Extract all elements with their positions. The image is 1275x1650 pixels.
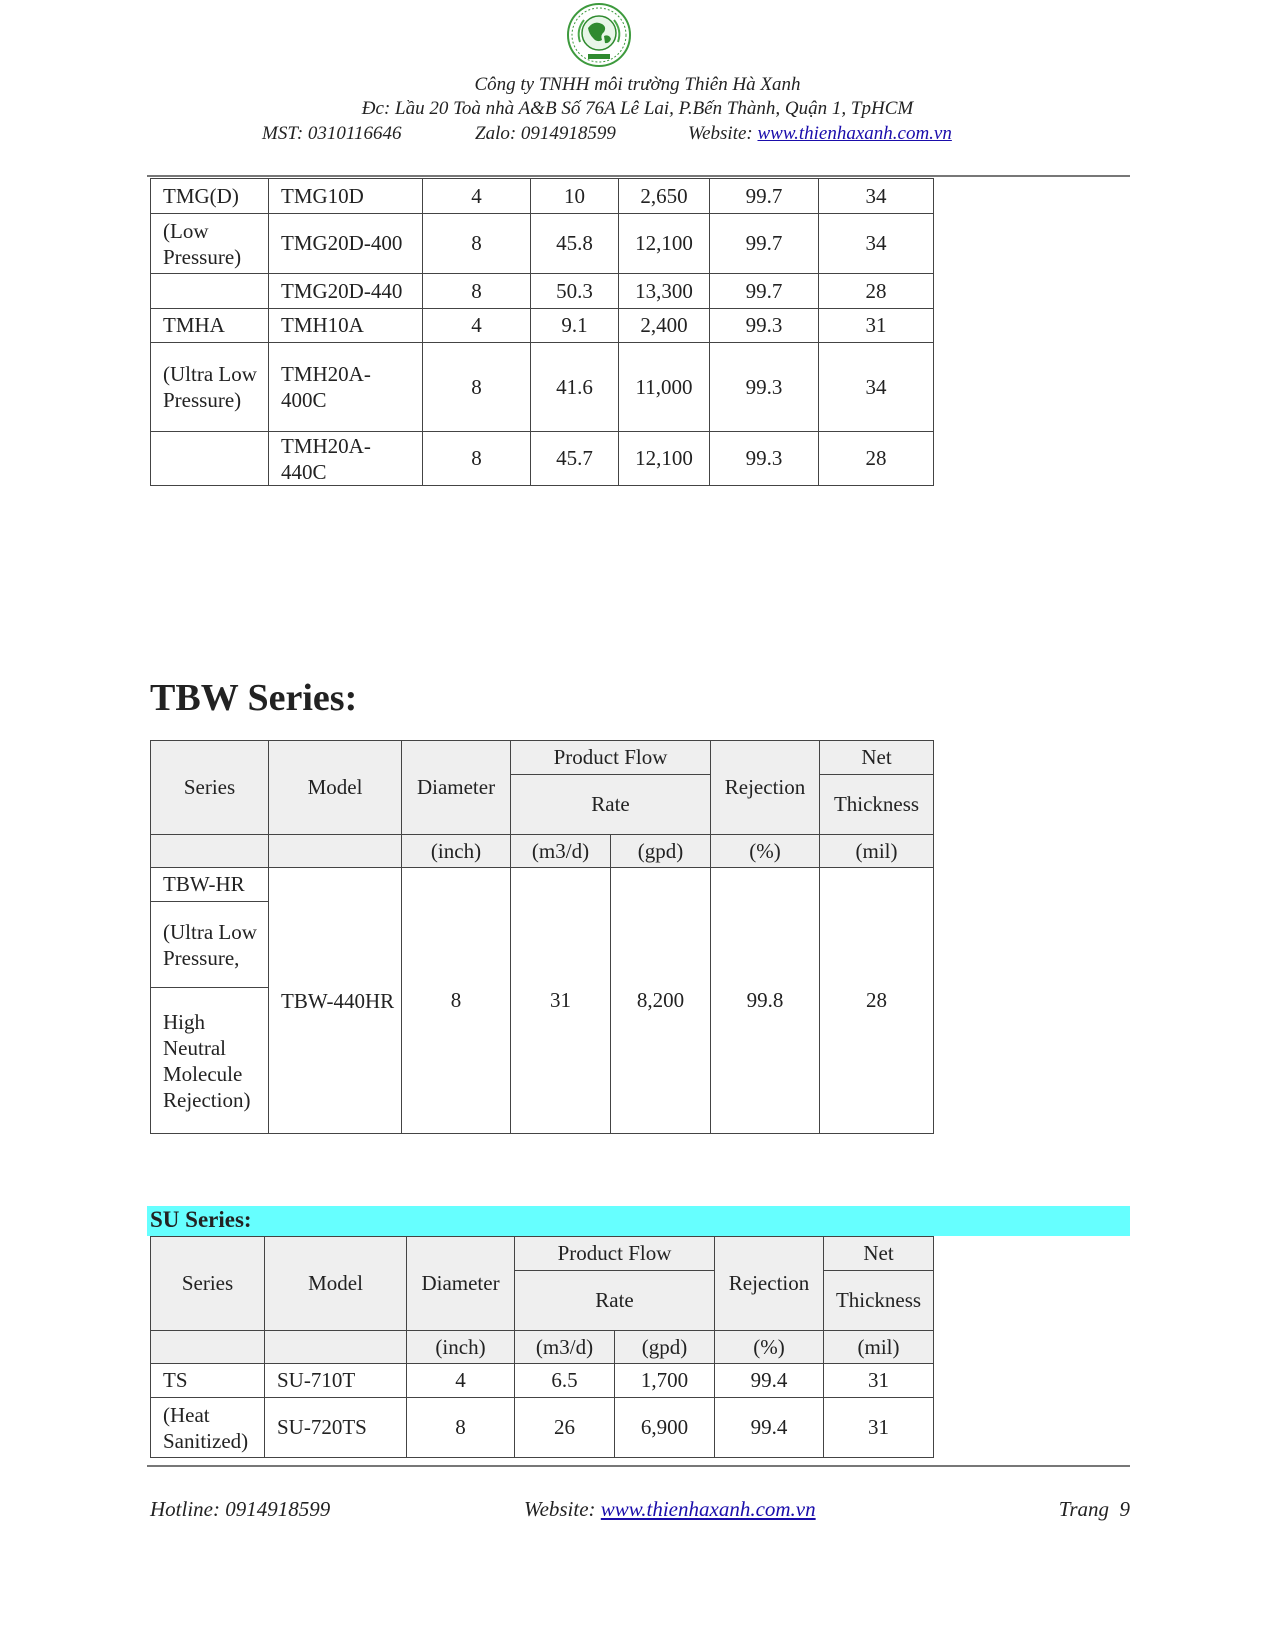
cell-series: [151, 432, 269, 486]
cell-flow-gpd: 1,700: [615, 1364, 715, 1398]
cell-flow-m3d: 10: [531, 179, 619, 214]
footer-website: [524, 1497, 816, 1522]
cell-flow-gpd: 13,300: [619, 274, 710, 309]
header-series: Series: [151, 741, 269, 835]
header-rule: [147, 175, 1130, 177]
header-website-link[interactable]: www.thienhaxanh.com.vn: [757, 123, 952, 144]
cell-flow-m3d: 50.3: [531, 274, 619, 309]
header-product-flow: Product Flow: [515, 1237, 715, 1271]
cell-model: TBW-440HR: [269, 868, 402, 1134]
cell-rejection: 99.3: [710, 432, 819, 486]
unit-m3d: (m3/d): [515, 1331, 615, 1364]
footer-website-label: Website:: [524, 1497, 601, 1521]
unit-gpd: (gpd): [611, 835, 711, 868]
cell-rejection: 99.3: [710, 309, 819, 343]
tbw-table: [150, 740, 934, 1134]
header-product-flow: Product Flow: [511, 741, 711, 775]
cell-flow-m3d: 9.1: [531, 309, 619, 343]
cell-flow-gpd: 12,100: [619, 432, 710, 486]
cell-diameter: 8: [423, 432, 531, 486]
cell-diameter: 8: [423, 274, 531, 309]
cell-model: TMG10D: [269, 179, 423, 214]
cell-series-note: (Ultra Low Pressure,: [151, 902, 269, 988]
cell-series-note: High Neutral Molecule Rejection): [151, 988, 269, 1134]
table-header-row: [151, 741, 934, 775]
zalo-contact: Zalo: 0914918599: [475, 123, 616, 144]
table-row: [151, 214, 934, 274]
su-title-highlight: [147, 1206, 1130, 1236]
tbw-section-title: TBW Series:: [150, 677, 358, 719]
table-row: [151, 179, 934, 214]
header-series: Series: [151, 1237, 265, 1331]
cell-diameter: 8: [402, 868, 511, 1134]
cell-series: (Low Pressure): [151, 214, 269, 274]
cell-rejection: 99.8: [711, 868, 820, 1134]
cell-thickness: 31: [824, 1398, 934, 1458]
cell-flow-m3d: 45.7: [531, 432, 619, 486]
cell-flow-m3d: 41.6: [531, 343, 619, 432]
company-logo: [566, 2, 632, 68]
cell-series: TBW-HR: [151, 868, 269, 902]
cell-diameter: 8: [407, 1398, 515, 1458]
cell-model: SU-720TS: [265, 1398, 407, 1458]
cell-flow-gpd: 11,000: [619, 343, 710, 432]
header-net: Net: [820, 741, 934, 775]
cell-diameter: 8: [423, 343, 531, 432]
company-address: Đc: Lầu 20 Toà nhà A&B Số 76A Lê Lai, P.Bến Thành, Quận 1, TpHCM: [361, 98, 914, 119]
cell-thickness: 34: [819, 214, 934, 274]
cell-flow-gpd: 2,650: [619, 179, 710, 214]
header-thickness: Thickness: [824, 1271, 934, 1331]
cell-rejection: 99.4: [715, 1398, 824, 1458]
unit-blank: [151, 1331, 265, 1364]
table-row: [151, 309, 934, 343]
cell-model: TMH10A: [269, 309, 423, 343]
table-row: [151, 274, 934, 309]
footer-rule: [147, 1465, 1130, 1467]
cell-rejection: 99.7: [710, 274, 819, 309]
unit-thickness: (mil): [824, 1331, 934, 1364]
cell-series: (Ultra Low Pressure): [151, 343, 269, 432]
cell-thickness: 34: [819, 179, 934, 214]
table-row: [151, 1364, 934, 1398]
cell-thickness: 31: [819, 309, 934, 343]
cell-series: [151, 274, 269, 309]
footer-website-link[interactable]: www.thienhaxanh.com.vn: [600, 1497, 816, 1521]
cell-rejection: 99.4: [715, 1364, 824, 1398]
su-table: [150, 1236, 934, 1458]
header-website-label: Website:: [688, 123, 758, 144]
cell-model: TMG20D-440: [269, 274, 423, 309]
cell-thickness: 34: [819, 343, 934, 432]
unit-diameter: (inch): [407, 1331, 515, 1364]
unit-thickness: (mil): [820, 835, 934, 868]
unit-rejection: (%): [715, 1331, 824, 1364]
table-header-row: [151, 1237, 934, 1271]
cell-thickness: 28: [819, 432, 934, 486]
cell-thickness: 28: [820, 868, 934, 1134]
cell-rejection: 99.3: [710, 343, 819, 432]
header-rejection: Rejection: [715, 1237, 824, 1331]
header-thickness: Thickness: [820, 775, 934, 835]
page-number: Trang 9: [1058, 1497, 1130, 1521]
header-model: Model: [269, 741, 402, 835]
cell-thickness: 31: [824, 1364, 934, 1398]
cell-diameter: 4: [423, 309, 531, 343]
cell-flow-m3d: 26: [515, 1398, 615, 1458]
cell-diameter: 8: [423, 214, 531, 274]
header-rate: Rate: [515, 1271, 715, 1331]
cell-rejection: 99.7: [710, 179, 819, 214]
header-diameter: Diameter: [402, 741, 511, 835]
cell-flow-gpd: 8,200: [611, 868, 711, 1134]
unit-diameter: (inch): [402, 835, 511, 868]
cell-series: TMHA: [151, 309, 269, 343]
cell-flow-m3d: 45.8: [531, 214, 619, 274]
membrane-table-continued: [150, 178, 934, 486]
unit-blank: [265, 1331, 407, 1364]
unit-gpd: (gpd): [615, 1331, 715, 1364]
cell-flow-gpd: 6,900: [615, 1398, 715, 1458]
tax-code: MST: 0310116646: [262, 123, 402, 144]
header-rate: Rate: [511, 775, 711, 835]
su-section-title: SU Series:: [150, 1207, 252, 1232]
cell-model: TMH20A-400C: [269, 343, 423, 432]
table-units-row: [151, 835, 934, 868]
cell-flow-gpd: 12,100: [619, 214, 710, 274]
cell-diameter: 4: [407, 1364, 515, 1398]
cell-flow-gpd: 2,400: [619, 309, 710, 343]
header-model: Model: [265, 1237, 407, 1331]
cell-thickness: 28: [819, 274, 934, 309]
cell-model: TMG20D-400: [269, 214, 423, 274]
table-units-row: [151, 1331, 934, 1364]
cell-series: (Heat Sanitized): [151, 1398, 265, 1458]
table-row: [151, 868, 934, 902]
table-row: [151, 432, 934, 486]
header-diameter: Diameter: [407, 1237, 515, 1331]
company-name: Công ty TNHH môi trường Thiên Hà Xanh: [474, 74, 801, 95]
header-website: [688, 123, 952, 145]
cell-series: TS: [151, 1364, 265, 1398]
table-row: [151, 1398, 934, 1458]
unit-rejection: (%): [711, 835, 820, 868]
table-row: [151, 343, 934, 432]
header-net: Net: [824, 1237, 934, 1271]
cell-diameter: 4: [423, 179, 531, 214]
cell-flow-m3d: 31: [511, 868, 611, 1134]
cell-flow-m3d: 6.5: [515, 1364, 615, 1398]
cell-rejection: 99.7: [710, 214, 819, 274]
unit-m3d: (m3/d): [511, 835, 611, 868]
cell-series: TMG(D): [151, 179, 269, 214]
unit-blank: [151, 835, 269, 868]
cell-model: TMH20A-440C: [269, 432, 423, 486]
header-rejection: Rejection: [711, 741, 820, 835]
cell-model: SU-710T: [265, 1364, 407, 1398]
footer-hotline: Hotline: 0914918599: [150, 1497, 331, 1521]
unit-blank: [269, 835, 402, 868]
